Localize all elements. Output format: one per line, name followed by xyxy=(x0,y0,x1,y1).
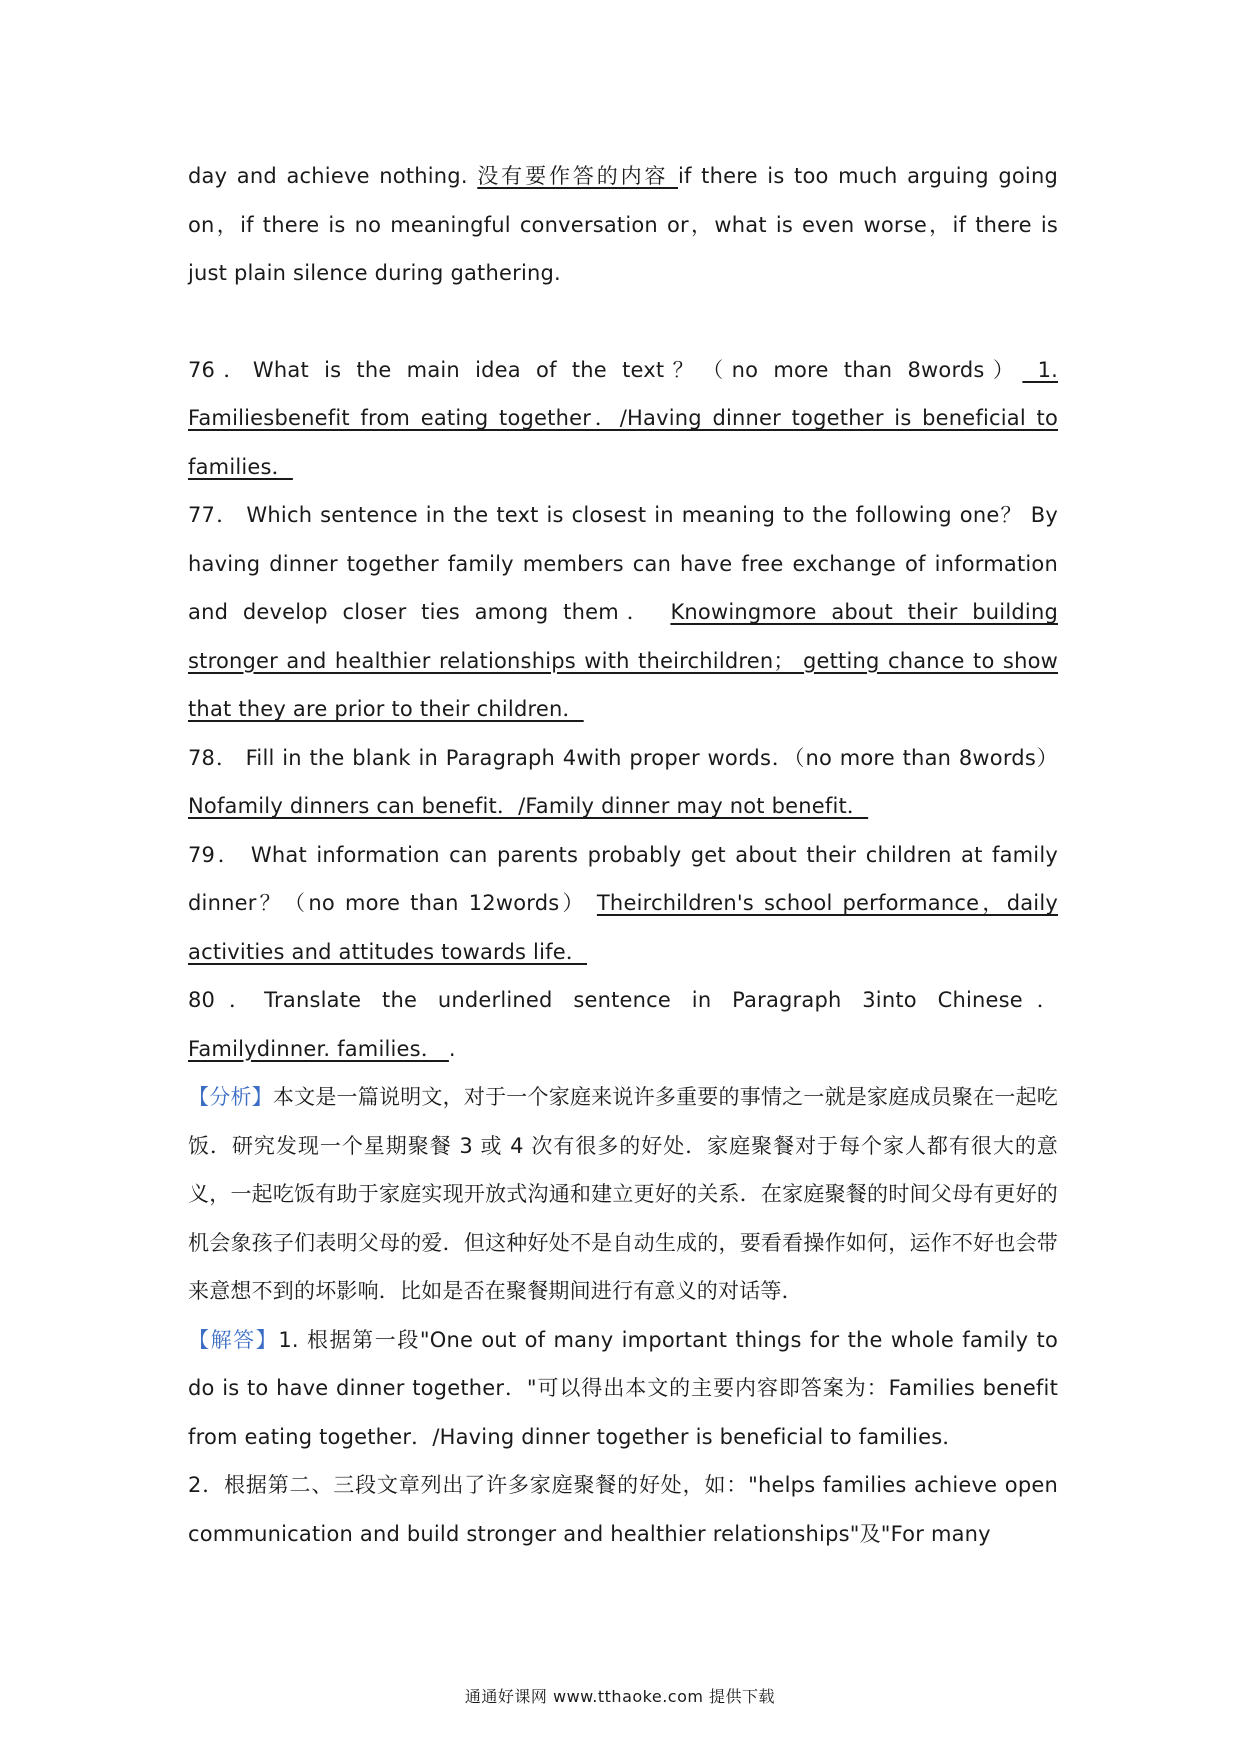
paragraph-gap xyxy=(188,298,1058,346)
solution-text-1: 1. 根据第一段"One out of many important things for the whole family to do is to have dinner together．"可以得出本文的主要内容即答案为：Families benefit from eating together．/Having dinner together is beneficial to families． xyxy=(188,1327,1058,1449)
question-77 xyxy=(188,491,1058,734)
solution-tag: 【解答】 xyxy=(188,1327,279,1352)
intro-text-1: day and achieve nothing. xyxy=(188,164,478,188)
question-text: 78． Fill in the blank in Paragraph 4with proper words．（no more than 8words） xyxy=(188,745,1058,770)
question-78 xyxy=(188,734,1058,831)
question-suffix: . xyxy=(448,1036,456,1061)
answer-text: Familydinner. families． xyxy=(188,1036,449,1061)
question-text: 80．Translate the underlined sentence in Paragraph 3into Chinese． xyxy=(188,988,1058,1012)
page-footer: 通通好课网 www.tthaoke.com 提供下载 xyxy=(464,1687,776,1706)
analysis-paragraph xyxy=(188,1073,1058,1316)
question-80 xyxy=(188,976,1058,1073)
answer-text: Theirchildren's school performance，daily activities and attitudes towards life． xyxy=(188,891,1058,964)
analysis-tag: 【分析】 xyxy=(188,1085,273,1109)
analysis-text: 本文是一篇说明文，对于一个家庭来说许多重要的事情之一就是家庭成员聚在一起吃饭．研究发现一个星期聚餐 3 或 4 次有很多的好处．家庭聚餐对于每个家人都有很大的意义，一起吃饭有助于家庭实现开放式沟通和建立更好的关系．在家庭聚餐的时间父母有更好的机会象孩子们表明父母的爱．但这种好处不是自动生成的，要看看操作如何，运作不好也会带来意想不到的坏影响．比如是否在聚餐期间进行有意义的对话等． xyxy=(188,1085,1058,1303)
intro-paragraph xyxy=(188,152,1058,298)
answer-text: Nofamily dinners can benefit．/Family dinner may not benefit． xyxy=(188,794,869,818)
page-content xyxy=(188,152,1058,1558)
answer-text: 1. Familiesbenefit from eating together．/Having dinner together is beneficial to families． xyxy=(188,357,1059,479)
question-text: 77． Which sentence in the text is closest in meaning to the following one？ By having dinner together family members can have free exchange of information and develop closer ties among them． xyxy=(188,503,1058,624)
question-76 xyxy=(188,346,1058,492)
solution-paragraph-2 xyxy=(188,1461,1058,1558)
question-text: 79． What information can parents probably get about their children at family dinner？（no more than 12words） xyxy=(188,842,1058,915)
solution-paragraph-1 xyxy=(188,1316,1058,1462)
solution-text-2: 2．根据第二、三段文章列出了许多家庭聚餐的好处，如："helps families achieve open communication and build stronger and healthier relationships"及"For many xyxy=(188,1473,1058,1546)
intro-blank: 没有要作答的内容 xyxy=(477,164,678,188)
question-text: 76．What is the main idea of the text？（no more than 8words） xyxy=(188,357,1023,382)
question-79 xyxy=(188,831,1058,977)
answer-text: Knowingmore about their building stronger and healthier relationships with theirchildren； getting chance to show that they are prior to their children． xyxy=(188,600,1058,721)
intro-text-2: if there is too much arguing going on，if there is no meaningful conversation or，what is even worse，if there is just plain silence during gathering. xyxy=(188,164,1058,285)
